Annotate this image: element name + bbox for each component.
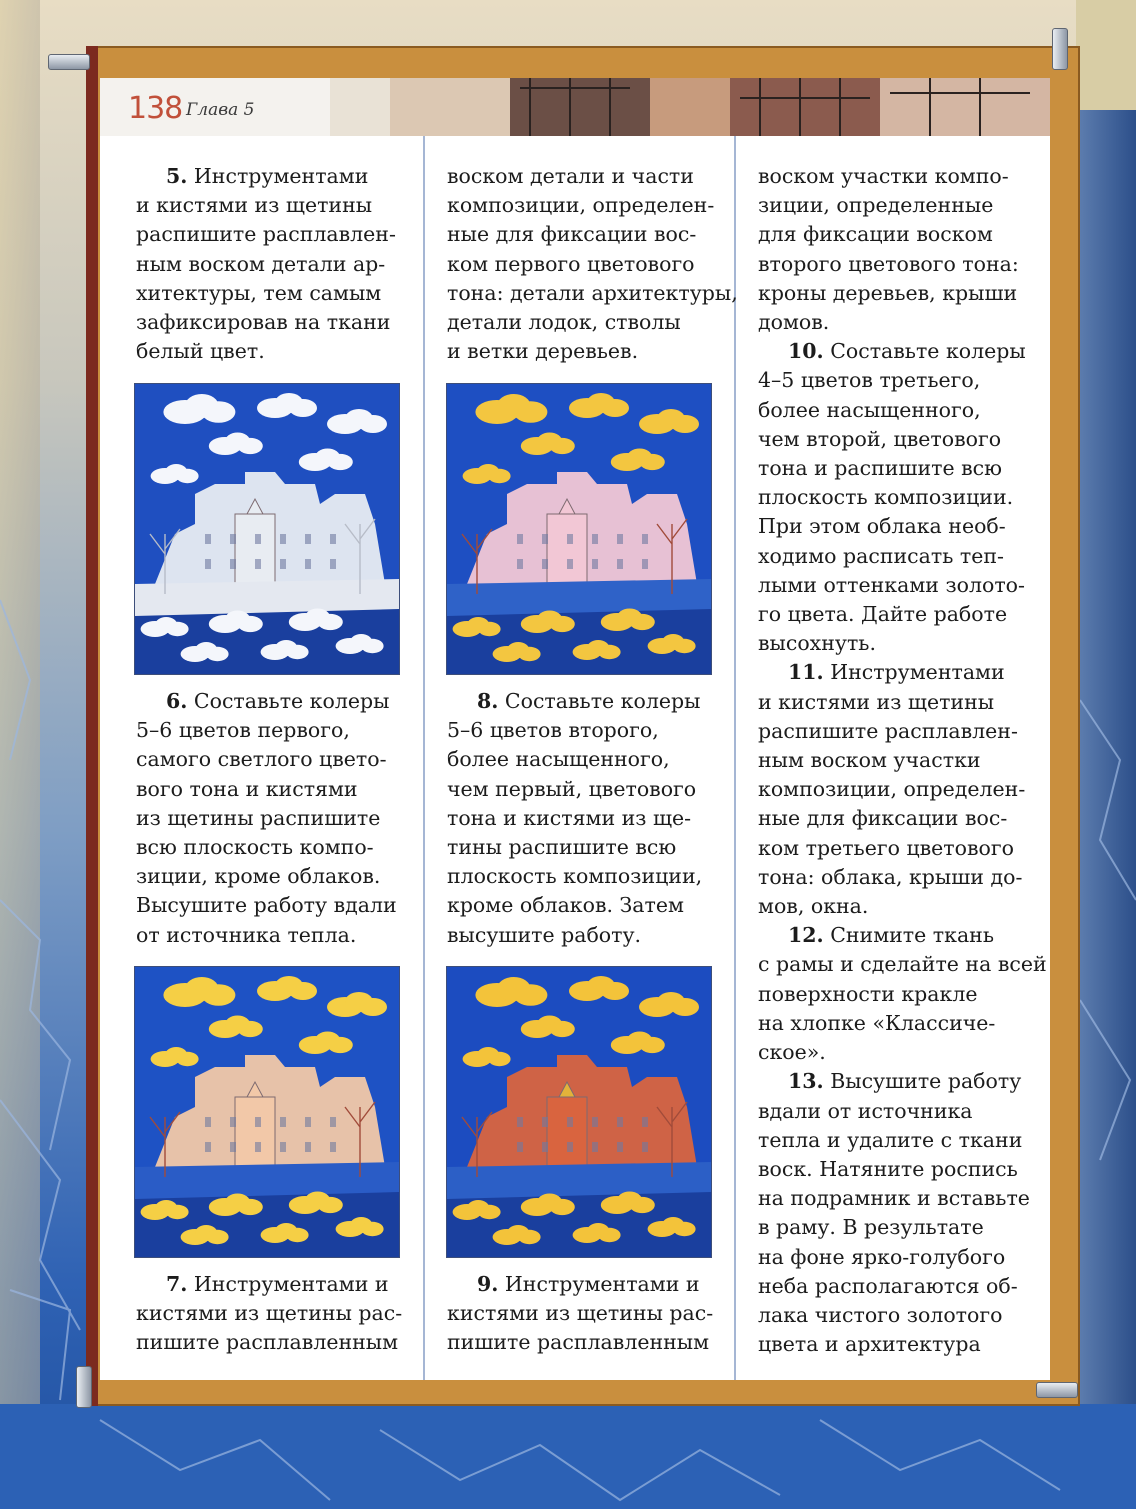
text-line [447,833,702,862]
text-line [758,1243,1047,1272]
text-content: пишите расплавленным [447,1330,710,1355]
text-content: кистями из щетины рас- [136,1301,403,1326]
photo-step9 [446,966,712,1258]
text-line [447,775,702,804]
text-line [447,1328,713,1357]
text-line [136,1270,402,1299]
text-line [758,600,1047,629]
text-line [758,921,1047,950]
text-content: цвета и архитектура [758,1332,981,1357]
text-line [447,1299,713,1328]
text-content: пишите расплавленным [136,1330,399,1355]
text-content: Составьте колеры [498,689,701,713]
text-content: зиции, определенные [758,193,994,218]
text-line [758,425,1047,454]
text-content: кистями из щетины рас- [447,1301,714,1326]
text-line [447,1270,713,1299]
text-line [447,250,738,279]
text-line [136,162,396,191]
text-line [758,980,1047,1009]
text-content: кроме облаков. Затем [447,893,684,918]
text-line [758,1126,1047,1155]
text-content: для фиксации воском [758,222,993,247]
text-line [758,250,1047,279]
text-content: ные для фиксации вос- [447,222,697,247]
step-number: 5. [166,164,188,188]
page-number: 138 [128,91,183,126]
text-content: поверхности кракле [758,981,978,1006]
text-line [758,688,1047,717]
text-content: ным воском участки [758,748,981,773]
text-content: распишите расплавлен- [136,222,396,247]
text-content: высохнуть. [758,631,876,656]
step-number: 13. [788,1069,824,1094]
column3-text [758,162,1047,1359]
step-number: 6. [166,689,188,713]
text-content: второго цветового тона: [758,251,1019,276]
column1-top-text [136,162,396,366]
text-line [758,542,1047,571]
column1-middle-text [136,687,397,950]
photo-step6 [134,966,400,1258]
step-number: 8. [477,689,499,713]
text-line [136,891,397,920]
frame-left-strip [86,46,98,1406]
text-line [758,571,1047,600]
text-line [758,1009,1047,1038]
text-content: чем второй, цветового [758,426,1002,451]
text-content: ское». [758,1040,826,1065]
text-content: 5–6 цветов первого, [136,718,350,743]
text-content: на хлопке «Классиче- [758,1010,996,1035]
text-content: высушите работу. [447,922,642,947]
text-content: всю плоскость компо- [136,835,374,860]
text-content: ным воском детали ар- [136,251,386,276]
text-content: хитектуры, тем самым [136,280,382,305]
step-number: 9. [477,1272,499,1296]
chapter-title: Глава 5 [186,100,255,120]
text-content: на подрамник и вставьте [758,1186,1030,1211]
text-content: тона: облака, крыши до- [758,864,1023,889]
text-content: ные для фиксации вос- [758,806,1008,831]
step-number: 10. [788,339,824,364]
text-content: и ветки деревьев. [447,339,639,364]
text-content: ком первого цветового [447,251,695,276]
text-line [447,745,702,774]
text-content: распишите расплавлен- [758,718,1018,743]
text-line [136,804,397,833]
column1-bottom-text [136,1270,402,1358]
text-line [758,629,1047,658]
text-line [447,716,702,745]
text-line [758,1301,1047,1330]
text-content: При этом облака необ- [758,514,1006,539]
text-content: ком третьего цветового [758,835,1014,860]
text-content: Составьте колеры [823,339,1026,364]
frame-clip-bottom-left [76,1366,92,1408]
text-content: более насыщенного, [758,397,981,422]
text-line [758,1330,1047,1359]
text-content: и кистями из щетины [136,193,373,218]
frame-clip-top-left [48,54,90,70]
text-content: в раму. В результате [758,1215,984,1240]
text-content: композиции, определен- [758,777,1026,802]
text-line [136,716,397,745]
text-content: Составьте колеры [187,689,390,713]
text-content: Высушите работу вдали [136,893,397,918]
text-line [136,191,396,220]
text-content: Инструментами и [187,1272,389,1296]
text-line [136,1299,402,1328]
step-number: 11. [788,660,824,685]
text-line [447,162,738,191]
text-line [447,862,702,891]
text-line [758,717,1047,746]
text-content: тепла и удалите с ткани [758,1127,1023,1152]
text-line [758,366,1047,395]
text-content: вого тона и кистями [136,776,358,801]
text-content: го цвета. Дайте работе [758,602,1008,627]
text-line [136,1328,402,1357]
text-line [758,308,1047,337]
text-line [447,891,702,920]
text-line [447,687,702,716]
text-content: тона: детали архитектуры, [447,280,738,305]
text-line [758,892,1047,921]
text-line [447,279,738,308]
text-line [758,1038,1047,1067]
text-line [758,863,1047,892]
text-content: плоскость композиции. [758,485,1014,510]
text-line [758,162,1047,191]
text-line [136,833,397,862]
text-content: неба располагаются об- [758,1273,1018,1298]
text-line [758,396,1047,425]
text-content: лыми оттенками золото- [758,572,1025,597]
text-line [758,834,1047,863]
text-line [758,220,1047,249]
text-line [758,1097,1047,1126]
text-content: тона и распишите всю [758,456,1002,481]
text-content: плоскость композиции, [447,864,703,889]
text-content: тины распишите всю [447,835,677,860]
step-number: 12. [788,923,824,948]
text-line [136,921,397,950]
text-line [136,775,397,804]
text-line [136,279,396,308]
text-content: детали лодок, стволы [447,310,681,335]
text-line [447,337,738,366]
text-line [758,1155,1047,1184]
text-content: зиции, кроме облаков. [136,864,381,889]
text-content: 4–5 цветов третьего, [758,368,981,393]
text-content: зафиксировав на ткани [136,310,391,335]
text-line [758,512,1047,541]
text-content: воск. Натяните роспись [758,1156,1018,1181]
text-line [136,862,397,891]
text-content: мов, окна. [758,894,869,919]
text-line [447,191,738,220]
text-content: тона и кистями из ще- [447,805,692,830]
text-content: Снимите ткань [823,923,994,948]
text-line [758,804,1047,833]
text-content: кроны деревьев, крыши [758,280,1018,305]
text-line [758,454,1047,483]
text-line [758,1213,1047,1242]
step-number: 7. [166,1272,188,1296]
text-line [758,658,1047,687]
frame-clip-top-right [1052,28,1068,70]
text-line [136,250,396,279]
text-line [758,191,1047,220]
text-content: с рамы и сделайте на всей [758,952,1047,977]
frame-clip-bottom-right [1036,1382,1078,1398]
text-line [136,308,396,337]
text-line [136,337,396,366]
text-line [136,687,397,716]
text-line [447,921,702,950]
text-line [447,308,738,337]
text-line [447,804,702,833]
column2-bottom-text [447,1270,713,1358]
text-content: лака чистого золотого [758,1302,1003,1327]
column2-top-text [447,162,738,366]
text-line [758,1067,1047,1096]
text-content: чем первый, цветового [447,776,697,801]
text-content: на фоне ярко-голубого [758,1244,1006,1269]
photo-step8 [446,383,712,675]
text-line [447,220,738,249]
text-line [758,775,1047,804]
text-content: воском детали и части [447,164,694,188]
header-architecture-image [330,78,1050,136]
text-line [758,1272,1047,1301]
text-content: ходимо расписать теп- [758,543,1004,568]
text-content: композиции, определен- [447,193,715,218]
text-content: Инструментами [823,660,1005,685]
text-line [758,746,1047,775]
text-content: более насыщенного, [447,747,670,772]
text-content: от источника тепла. [136,922,357,947]
text-line [758,279,1047,308]
text-line [136,220,396,249]
text-content: Высушите работу [823,1069,1022,1094]
text-content: домов. [758,310,830,335]
text-content: воском участки компо- [758,164,1009,188]
text-content: Инструментами [187,164,369,188]
column-divider-1 [423,136,425,1380]
text-line [758,337,1047,366]
text-content: вдали от источника [758,1098,973,1123]
text-content: самого светлого цвето- [136,747,387,772]
text-content: из щетины распишите [136,805,381,830]
text-line [136,745,397,774]
text-content: 5–6 цветов второго, [447,718,659,743]
photo-step5 [134,383,400,675]
column2-middle-text [447,687,702,950]
text-line [758,950,1047,979]
text-content: Инструментами и [498,1272,700,1296]
text-content: и кистями из щетины [758,689,995,714]
text-line [758,483,1047,512]
text-content: белый цвет. [136,339,265,364]
text-line [758,1184,1047,1213]
